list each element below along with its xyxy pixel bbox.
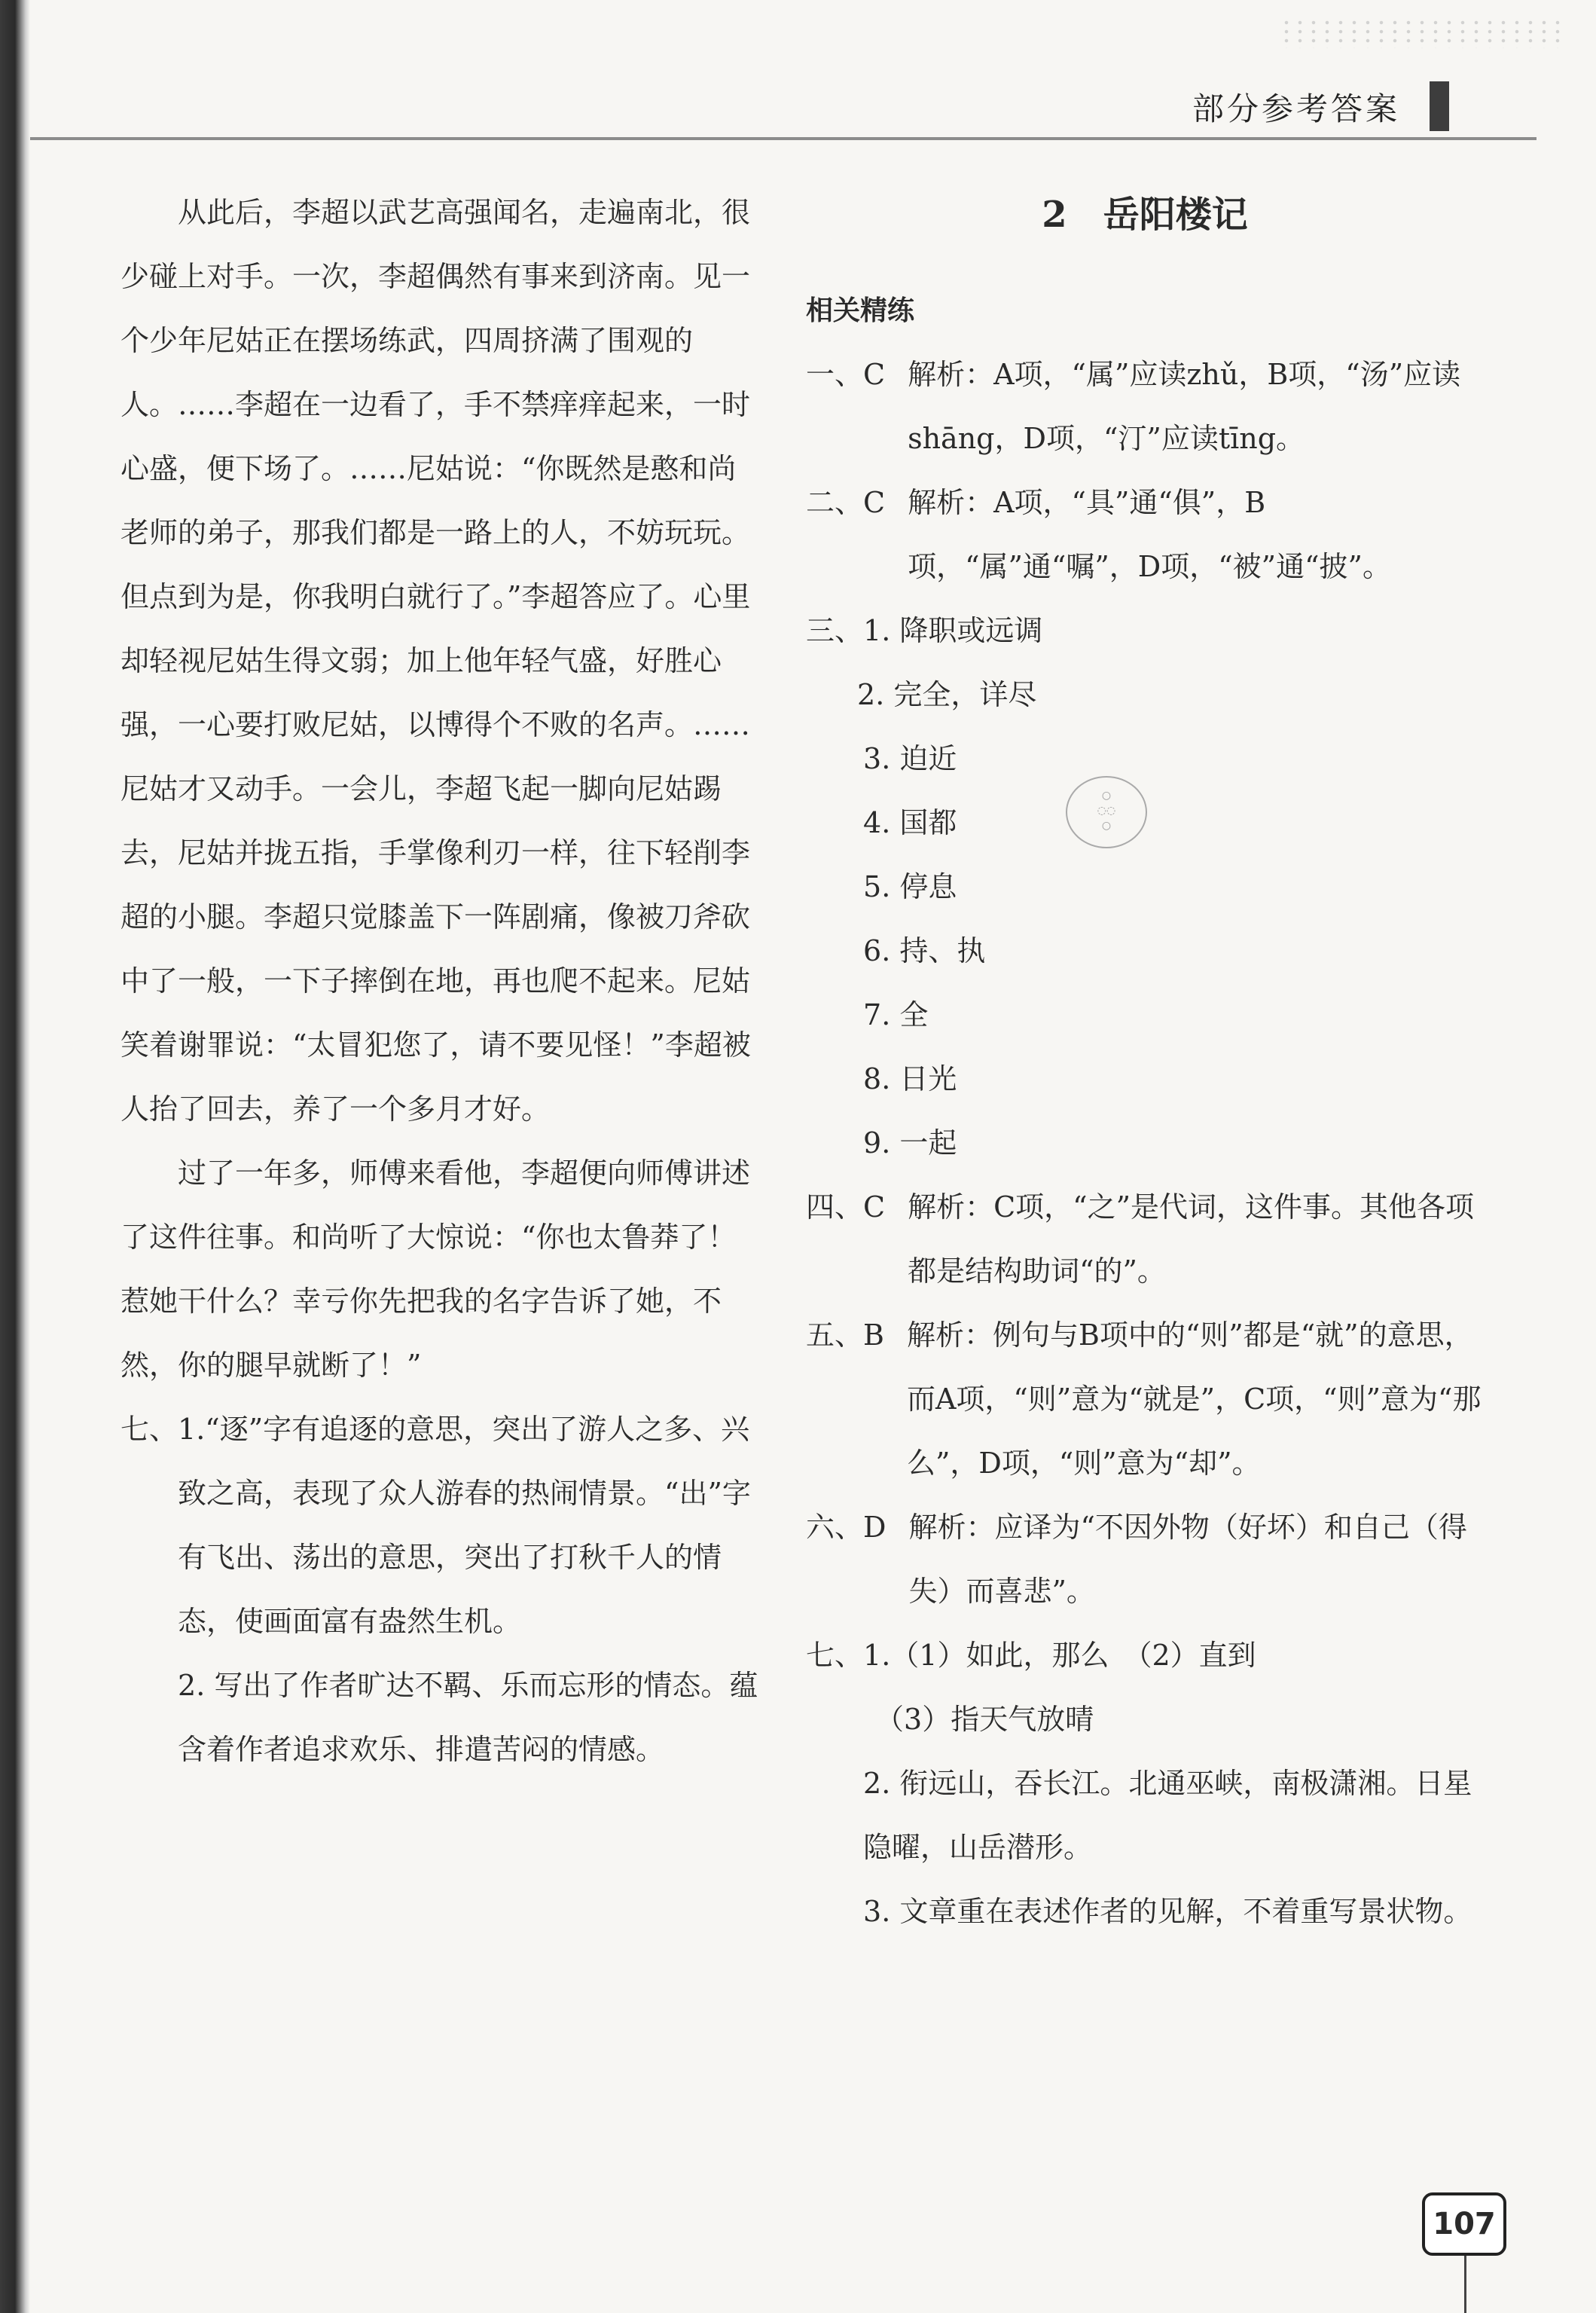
answer-item: 3. 迫近 [863, 742, 957, 775]
answer-item: 2. 写出了作者旷达不羁、乐而忘形的情态。蕴含着作者追求欢乐、排遣苦闷的情感。 [178, 1669, 758, 1766]
answer-item: 7. 全 [863, 998, 929, 1031]
right-column [806, 181, 1484, 1944]
section-title: 2 岳阳楼记 [1042, 194, 1248, 236]
answer-text: 解析：A项，“具”通“俱”，B项，“属”通“嘱”，D项，“被”通“披”。 [908, 486, 1391, 583]
answer-7-left [121, 1398, 761, 1782]
answer-item: 2. 衔远山，吞长江。北通巫峡，南极潇湘。日星隐曜，山岳潜形。 [863, 1767, 1472, 1864]
answer-item: 6. 持、执 [863, 934, 986, 967]
page-number-line [1464, 2256, 1466, 2313]
page-binding-edge [0, 0, 30, 2313]
header-dot-pattern [1280, 18, 1566, 48]
answer-text: 解析：应译为“不因外物（好坏）和自己（得失）而喜悲”。 [908, 1511, 1467, 1608]
answer-item: 9. 一起 [863, 1126, 957, 1160]
answer-2 [806, 471, 1484, 599]
stamp-seal: ○ ◌◌ ○ [1066, 776, 1147, 848]
header-tab-marker [1430, 81, 1449, 131]
answer-item: 3. 文章重在表述作者的见解，不着重写景状物。 [863, 1895, 1472, 1928]
answer-label: 七、 [806, 1639, 864, 1672]
answer-item: 1. 降职或远调 [863, 614, 1043, 647]
subheading: 相关精练 [806, 295, 915, 326]
answer-item: 4. 国都 [863, 806, 957, 839]
answer-text: 解析：C项，“之”是代词，这件事。其他各项都是结构助词“的”。 [908, 1190, 1475, 1288]
answer-item: 8. 日光 [863, 1062, 957, 1095]
answer-label: 四、C [806, 1190, 886, 1224]
answer-label: 二、C [806, 486, 886, 519]
answer-4 [806, 1175, 1484, 1303]
header-divider [30, 137, 1536, 140]
answer-label: 三、 [806, 614, 864, 647]
answer-item: 1.“逐”字有追逐的意思，突出了游人之多、兴致之高，表现了众人游春的热闹情景。“出”字有飞出、荡出的意思，突出了打秋千人的情态，使画面富有盎然生机。 [178, 1413, 751, 1638]
left-column [121, 181, 761, 1782]
answer-label: 五、B [806, 1318, 884, 1352]
answer-5 [806, 1303, 1484, 1496]
page-number: 107 [1422, 2192, 1506, 2256]
story-paragraph: 从此后，李超以武艺高强闻名，走遍南北，很少碰上对手。一次，李超偶然有事来到济南。见一个少年尼姑正在摆场练武，四周挤满了围观的人。……李超在一边看了，手不禁痒痒起来，一时心盛，便下场了。……尼姑说：“你既然是憨和尚老师的弟子，那我们都是一路上的人，不妨玩玩。但点到为是，你我明白就行了。”李超答应了。心里却轻视尼姑生得文弱；加上他年轻气盛，好胜心强，一心要打败尼姑，以博得个不败的名声。……尼姑才又动手。一会儿，李超飞起一脚向尼姑踢去，尼姑并拢五指，手掌像利刃一样，往下轻削李超的小腿。李超只觉膝盖下一阵剧痛，像被刀斧砍中了一般，一下子摔倒在地，再也爬不起来。尼姑笑着谢罪说：“太冒犯您了，请不要见怪！”李超被人抬了回去，养了一个多月才好。 [121, 196, 751, 1126]
answer-6 [806, 1496, 1484, 1624]
page-header-title: 部分参考答案 [1192, 90, 1400, 127]
answer-label: 七、 [121, 1413, 179, 1446]
answer-text: 解析：A项，“属”应读zhǔ，B项，“汤”应读shāng，D项，“汀”应读tīng。 [908, 358, 1461, 455]
answer-3 [806, 599, 1484, 1175]
answer-text: 解析：例句与B项中的“则”都是“就”的意思，而A项，“则”意为“就是”，C项，“则”意为“那么”，D项，“则”意为“却”。 [906, 1318, 1482, 1480]
answer-item: （3）指天气放晴 [875, 1703, 1094, 1736]
answer-label: 六、D [806, 1511, 886, 1544]
answer-item: 2. 完全，详尽 [857, 678, 1037, 711]
answer-item: 1.（1）如此，那么 （2）直到 [863, 1639, 1256, 1672]
answer-item: 5. 停息 [863, 870, 957, 903]
answer-label: 一、C [806, 358, 886, 391]
answer-7-right [806, 1624, 1484, 1944]
story-paragraph: 过了一年多，师傅来看他，李超便向师傅讲述了这件往事。和尚听了大惊说：“你也太鲁莽了！惹她干什么？幸亏你先把我的名字告诉了她，不然，你的腿早就断了！” [121, 1156, 751, 1382]
answer-1 [806, 343, 1484, 471]
